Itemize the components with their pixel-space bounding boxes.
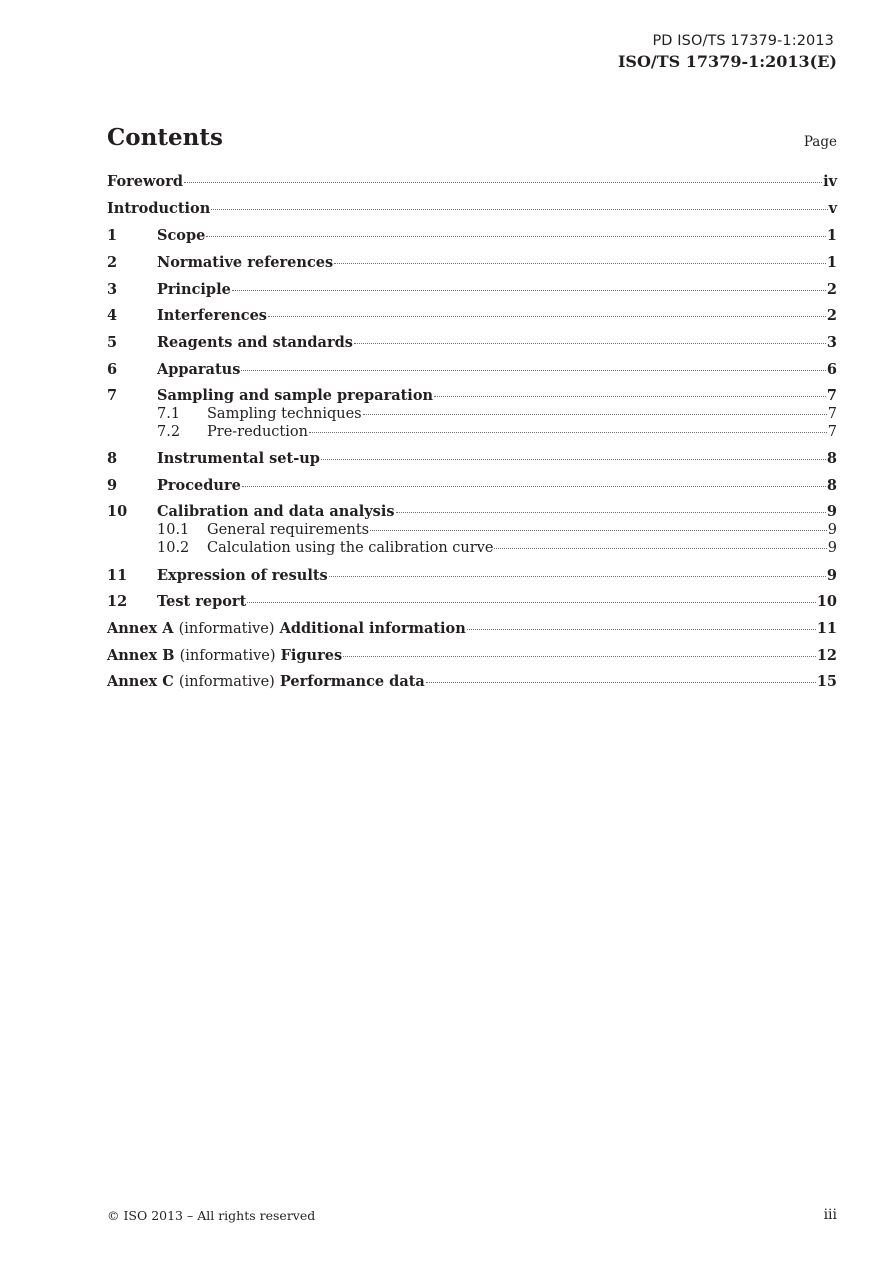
toc-entry-title — [157, 387, 433, 404]
toc-entry-label: Sampling techniques — [207, 406, 362, 422]
toc-entry-number: 7.2 — [157, 424, 181, 440]
toc-entry-page: iv — [823, 173, 837, 190]
toc-entry[interactable] — [107, 477, 837, 497]
toc-entry-number: 11 — [107, 567, 128, 584]
toc-entry[interactable] — [107, 593, 837, 613]
toc-entry-label: General requirements — [207, 522, 370, 538]
toc-entry-title — [157, 503, 395, 520]
toc-entry-title — [157, 477, 241, 494]
toc-entry-page: 1 — [826, 254, 837, 271]
header-standard-pd: PD ISO/TS 17379-1:2013 — [652, 33, 834, 49]
toc-leader-dots — [242, 486, 826, 487]
toc-entry[interactable] — [107, 387, 837, 407]
toc-entry-number: 7 — [107, 387, 118, 404]
toc-leader-dots — [211, 209, 827, 210]
toc-entry-label: Procedure — [157, 477, 241, 494]
toc-entry-page: 9 — [827, 540, 837, 556]
toc-entry-page: 2 — [826, 307, 837, 324]
toc-leader-dots — [467, 629, 816, 630]
header-standard-iso: ISO/TS 17379-1:2013(E) — [617, 52, 837, 71]
toc-entry-label: Test report — [157, 593, 247, 610]
toc-annex-title: Figures — [280, 647, 343, 664]
toc-entry-page: 3 — [826, 334, 837, 351]
toc-entry-label: Introduction — [107, 200, 211, 217]
toc-entry-title — [207, 522, 369, 538]
toc-entry[interactable] — [107, 334, 837, 354]
toc-entry[interactable] — [107, 227, 837, 247]
toc-entry-page: v — [828, 200, 837, 217]
toc-entry-title — [107, 173, 183, 190]
toc-leader-dots — [434, 396, 826, 397]
toc-leader-dots — [426, 682, 816, 683]
toc-entry-title — [157, 361, 240, 378]
toc-entry-title — [157, 307, 267, 324]
toc-entry-number: 10 — [107, 503, 128, 520]
toc-leader-dots — [309, 432, 827, 433]
toc-entry-label: Normative references — [157, 254, 334, 271]
toc-entry-page: 1 — [826, 227, 837, 244]
toc-entry-label: Scope — [157, 227, 206, 244]
toc-entry-title — [157, 227, 205, 244]
toc-entry-title — [207, 540, 493, 556]
toc-leader-dots — [343, 656, 816, 657]
toc-entry[interactable] — [107, 522, 837, 542]
toc-annex-title: Additional information — [279, 620, 466, 637]
page-column-label: Page — [803, 134, 837, 150]
toc-entry[interactable] — [107, 200, 837, 220]
toc-entry[interactable] — [107, 673, 837, 693]
toc-entry-number: 6 — [107, 361, 118, 378]
toc-leader-dots — [232, 290, 826, 291]
toc-entry-label: Interferences — [157, 307, 267, 324]
toc-entry[interactable] — [107, 307, 837, 327]
toc-annex-title: Performance data — [279, 673, 425, 690]
toc-leader-dots — [268, 316, 826, 317]
toc-entry-label: Principle — [157, 281, 231, 298]
toc-entry-label: Reagents and standards — [157, 334, 353, 351]
toc-entry[interactable] — [107, 540, 837, 560]
toc-entry-title — [157, 334, 353, 351]
toc-entry[interactable] — [107, 424, 837, 444]
toc-entry-title — [207, 406, 362, 422]
toc-entry-page: 8 — [826, 450, 837, 467]
toc-entry-title — [107, 200, 210, 217]
toc-entry[interactable] — [107, 361, 837, 381]
toc-leader-dots — [329, 576, 826, 577]
toc-entry-number: 5 — [107, 334, 118, 351]
toc-annex-type: (informative) — [179, 648, 276, 664]
toc-entry[interactable] — [107, 503, 837, 523]
toc-entry-label: Calculation using the calibration curve — [207, 540, 494, 556]
footer-copyright: © ISO 2013 – All rights reserved — [107, 1208, 316, 1223]
toc-entry-page: 9 — [827, 522, 837, 538]
toc-entry-label: Pre-reduction — [207, 424, 308, 440]
toc-entry-label: Annex A — [107, 620, 174, 637]
toc-entry-title — [157, 593, 246, 610]
toc-entry-number: 10.1 — [157, 522, 190, 538]
toc-entry-label: Annex C — [107, 673, 174, 690]
page-title: Contents — [107, 124, 223, 151]
toc-entry-page: 7 — [827, 406, 837, 422]
toc-entry-label: Foreword — [107, 173, 183, 190]
toc-entry-title — [207, 424, 308, 440]
toc-entry[interactable] — [107, 620, 837, 640]
toc-entry-page: 7 — [827, 424, 837, 440]
toc-entry-number: 2 — [107, 254, 118, 271]
toc-entry[interactable] — [107, 647, 837, 667]
toc-entry-title — [157, 281, 231, 298]
toc-leader-dots — [363, 414, 827, 415]
toc-entry-number: 10.2 — [157, 540, 190, 556]
toc-entry-label: Expression of results — [157, 567, 328, 584]
toc-entry-title — [107, 673, 425, 690]
toc-entry-page: 9 — [826, 503, 837, 520]
toc-entry-number: 8 — [107, 450, 118, 467]
toc-leader-dots — [334, 263, 826, 264]
toc-entry-page: 11 — [816, 620, 837, 637]
toc-annex-type: (informative) — [178, 621, 275, 637]
toc-leader-dots — [494, 548, 826, 549]
toc-entry-page: 7 — [826, 387, 837, 404]
toc-entry-number: 1 — [107, 227, 118, 244]
toc-entry-page: 2 — [826, 281, 837, 298]
toc-entry-number: 7.1 — [157, 406, 181, 422]
toc-entry-title — [107, 620, 466, 637]
toc-entry-number: 3 — [107, 281, 118, 298]
toc-entry-label: Sampling and sample preparation — [157, 387, 434, 404]
toc-entry[interactable] — [107, 567, 837, 587]
toc-leader-dots — [370, 530, 827, 531]
toc-entry[interactable] — [107, 281, 837, 301]
toc-entry-page: 10 — [816, 593, 837, 610]
toc-entry-label: Apparatus — [157, 361, 241, 378]
toc-entry-title — [157, 450, 320, 467]
toc-leader-dots — [241, 370, 826, 371]
toc-entry-title — [157, 567, 328, 584]
toc-entry[interactable] — [107, 173, 837, 193]
footer-page-number: iii — [823, 1207, 837, 1223]
toc-leader-dots — [247, 602, 816, 603]
toc-entry-number: 9 — [107, 477, 118, 494]
toc-entry[interactable] — [107, 254, 837, 274]
toc-entry-page: 12 — [816, 647, 837, 664]
toc-entry[interactable] — [107, 450, 837, 470]
toc-leader-dots — [206, 236, 826, 237]
toc-entry-page: 6 — [826, 361, 837, 378]
toc-entry-number: 12 — [107, 593, 128, 610]
toc-leader-dots — [396, 512, 826, 513]
toc-entry-page: 9 — [826, 567, 837, 584]
toc-entry-page: 15 — [816, 673, 837, 690]
toc-entry-title — [157, 254, 333, 271]
toc-annex-type: (informative) — [178, 674, 275, 690]
toc-leader-dots — [184, 182, 822, 183]
toc-entry-title — [107, 647, 342, 664]
toc-leader-dots — [321, 459, 826, 460]
toc-entry-label: Annex B — [107, 647, 175, 664]
toc-entry[interactable] — [107, 406, 837, 426]
toc-entry-page: 8 — [826, 477, 837, 494]
toc-entry-label: Calibration and data analysis — [157, 503, 395, 520]
toc-entry-number: 4 — [107, 307, 118, 324]
toc-leader-dots — [354, 343, 826, 344]
toc-entry-label: Instrumental set-up — [157, 450, 320, 467]
